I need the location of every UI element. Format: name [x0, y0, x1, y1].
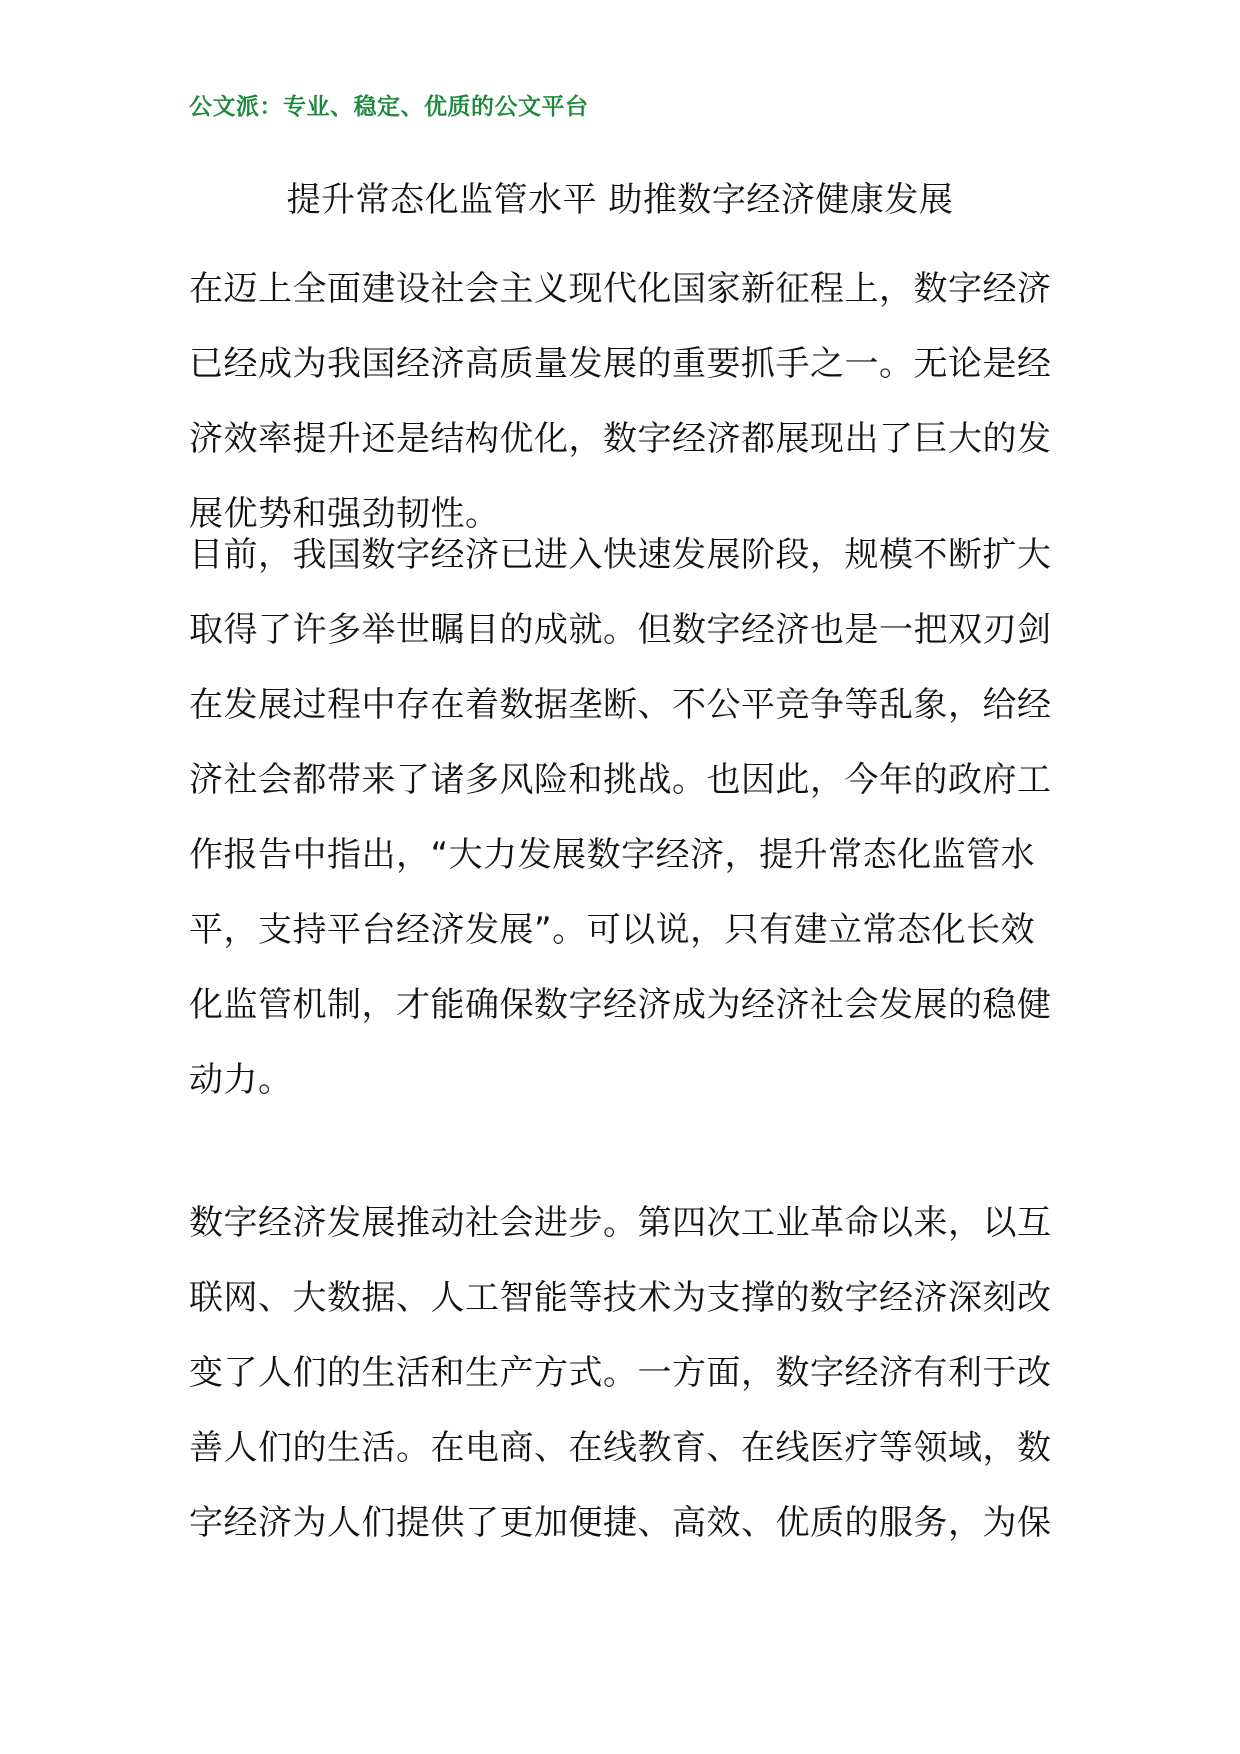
paragraph-line: 作报告中指出，“大力发展数字经济，提升常态化监管水	[189, 835, 1036, 875]
paragraph-line: 目前，我国数字经济已进入快速发展阶段，规模不断扩大	[189, 535, 1052, 575]
paragraph-line: 济社会都带来了诸多风险和挑战。也因此，今年的政府工	[189, 760, 1052, 800]
paragraph-line: 在迈上全面建设社会主义现代化国家新征程上，数字经济	[189, 269, 1052, 309]
paragraph-line: 字经济为人们提供了更加便捷、高效、优质的服务，为保	[189, 1503, 1052, 1543]
paragraph-line: 取得了许多举世瞩目的成就。但数字经济也是一把双刃剑	[189, 610, 1052, 650]
paragraph-line: 已经成为我国经济高质量发展的重要抓手之一。无论是经	[189, 344, 1052, 384]
paragraph-line: 在发展过程中存在着数据垄断、不公平竞争等乱象，给经	[189, 685, 1052, 725]
paragraph-line: 数字经济发展推动社会进步。第四次工业革命以来，以互	[189, 1203, 1052, 1243]
paragraph-line: 展优势和强劲韧性。	[189, 494, 500, 534]
paragraph-line: 联网、大数据、人工智能等技术为支撑的数字经济深刻改	[189, 1278, 1052, 1318]
paragraph-line: 化监管机制，才能确保数字经济成为经济社会发展的稳健	[189, 985, 1052, 1025]
site-banner: 公文派：专业、稳定、优质的公文平台	[189, 94, 589, 120]
paragraph-line: 善人们的生活。在电商、在线教育、在线医疗等领域，数	[189, 1428, 1052, 1468]
paragraph-line: 动力。	[189, 1060, 293, 1100]
paragraph-line: 济效率提升还是结构优化，数字经济都展现出了巨大的发	[189, 419, 1052, 459]
paragraph-1	[189, 252, 1059, 552]
paragraph-line: 平，支持平台经济发展”。可以说，只有建立常态化长效	[189, 910, 1036, 950]
paragraph-2	[189, 518, 1059, 1118]
document-title: 提升常态化监管水平 助推数字经济健康发展	[286, 180, 954, 220]
paragraph-line: 变了人们的生活和生产方式。一方面，数字经济有利于改	[189, 1353, 1052, 1393]
paragraph-3	[189, 1186, 1059, 1561]
